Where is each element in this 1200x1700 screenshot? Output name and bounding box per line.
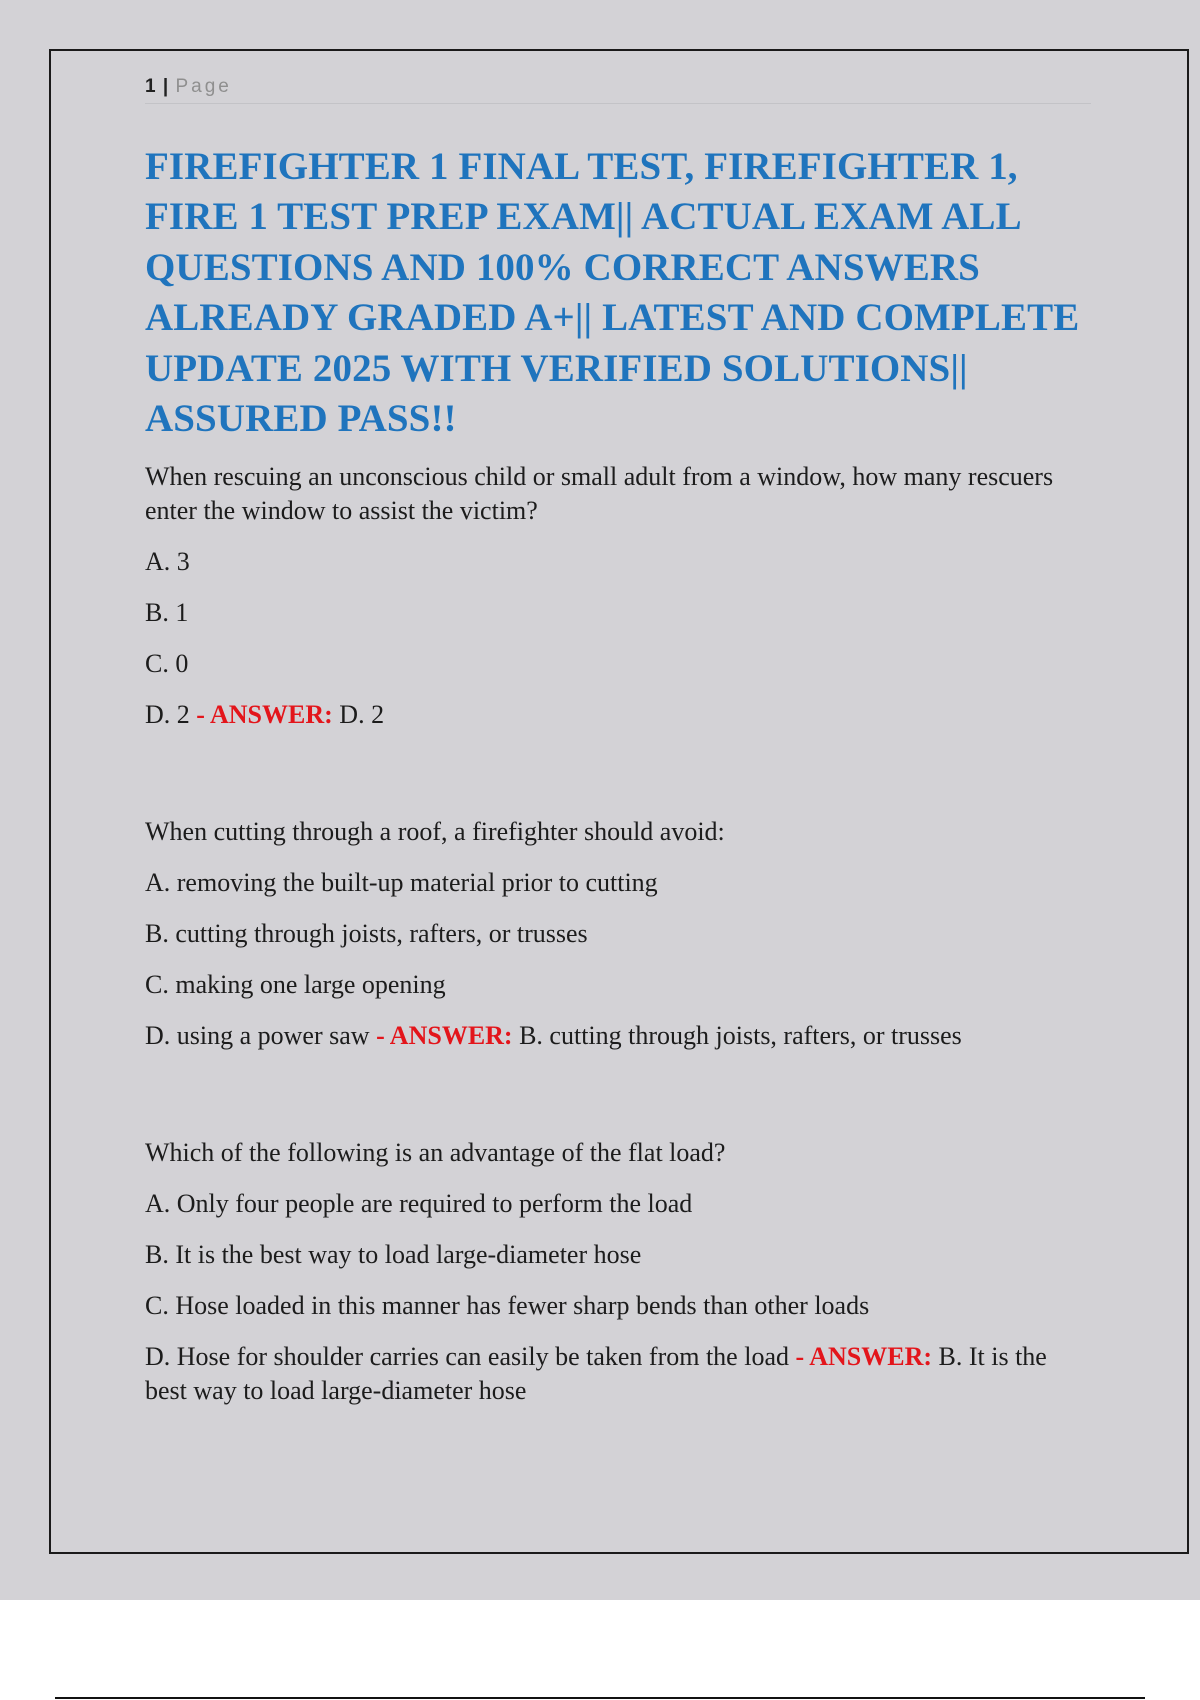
answer-label: - ANSWER: <box>196 700 333 729</box>
option-b: B. 1 <box>145 598 189 627</box>
option-b: B. It is the best way to load large-diameter hose <box>145 1240 642 1269</box>
answer-label: - ANSWER: <box>376 1021 513 1050</box>
question-block <box>145 815 1095 1053</box>
option-a: A. removing the built-up material prior to cutting <box>145 868 658 897</box>
answer-text: B. It is the best way to load large-diameter hose <box>145 1342 1047 1405</box>
question-block <box>145 460 1095 732</box>
option-a: A. Only four people are required to perform the load <box>145 1189 693 1218</box>
question-block <box>145 1136 1095 1408</box>
option-a: A. 3 <box>145 547 190 576</box>
option-c: C. Hose loaded in this manner has fewer sharp bends than other loads <box>145 1291 870 1320</box>
option-d: D. 2 <box>145 700 190 729</box>
answer-label: - ANSWER: <box>795 1342 932 1371</box>
page-header <box>145 75 1091 104</box>
answer-text: D. 2 <box>339 700 385 729</box>
option-d-with-answer <box>145 1340 1095 1408</box>
option-d: D. Hose for shoulder carries can easily be taken from the load <box>145 1342 789 1371</box>
question-text: When cutting through a roof, a firefighter should avoid: <box>145 817 725 846</box>
page-separator: | <box>162 76 169 97</box>
bottom-divider <box>55 1697 1145 1699</box>
questions-list <box>145 460 1095 1425</box>
option-b: B. cutting through joists, rafters, or trusses <box>145 919 588 948</box>
option-d: D. using a power saw <box>145 1021 370 1050</box>
option-d-with-answer <box>145 1019 1095 1053</box>
page-label: Page <box>175 76 232 97</box>
question-text: Which of the following is an advantage of the flat load? <box>145 1138 726 1167</box>
option-c: C. making one large opening <box>145 970 446 999</box>
question-text: When rescuing an unconscious child or small adult from a window, how many rescuers enter the window to assist the victim? <box>145 462 1054 525</box>
page-number: 1 <box>145 76 156 97</box>
option-d-with-answer <box>145 698 1095 732</box>
option-c: C. 0 <box>145 649 189 678</box>
answer-text: B. cutting through joists, rafters, or trusses <box>519 1021 962 1050</box>
document-title: FIREFIGHTER 1 FINAL TEST, FIREFIGHTER 1, FIRE 1 TEST PREP EXAM|| ACTUAL EXAM ALL QUESTIONS AND 100% CORRECT ANSWERS ALREADY GRADED A+|| LATEST AND COMPLETE UPDATE 2025 WITH VERIFIED SOLUTIONS|| ASSURED PASS!! <box>145 145 1080 441</box>
